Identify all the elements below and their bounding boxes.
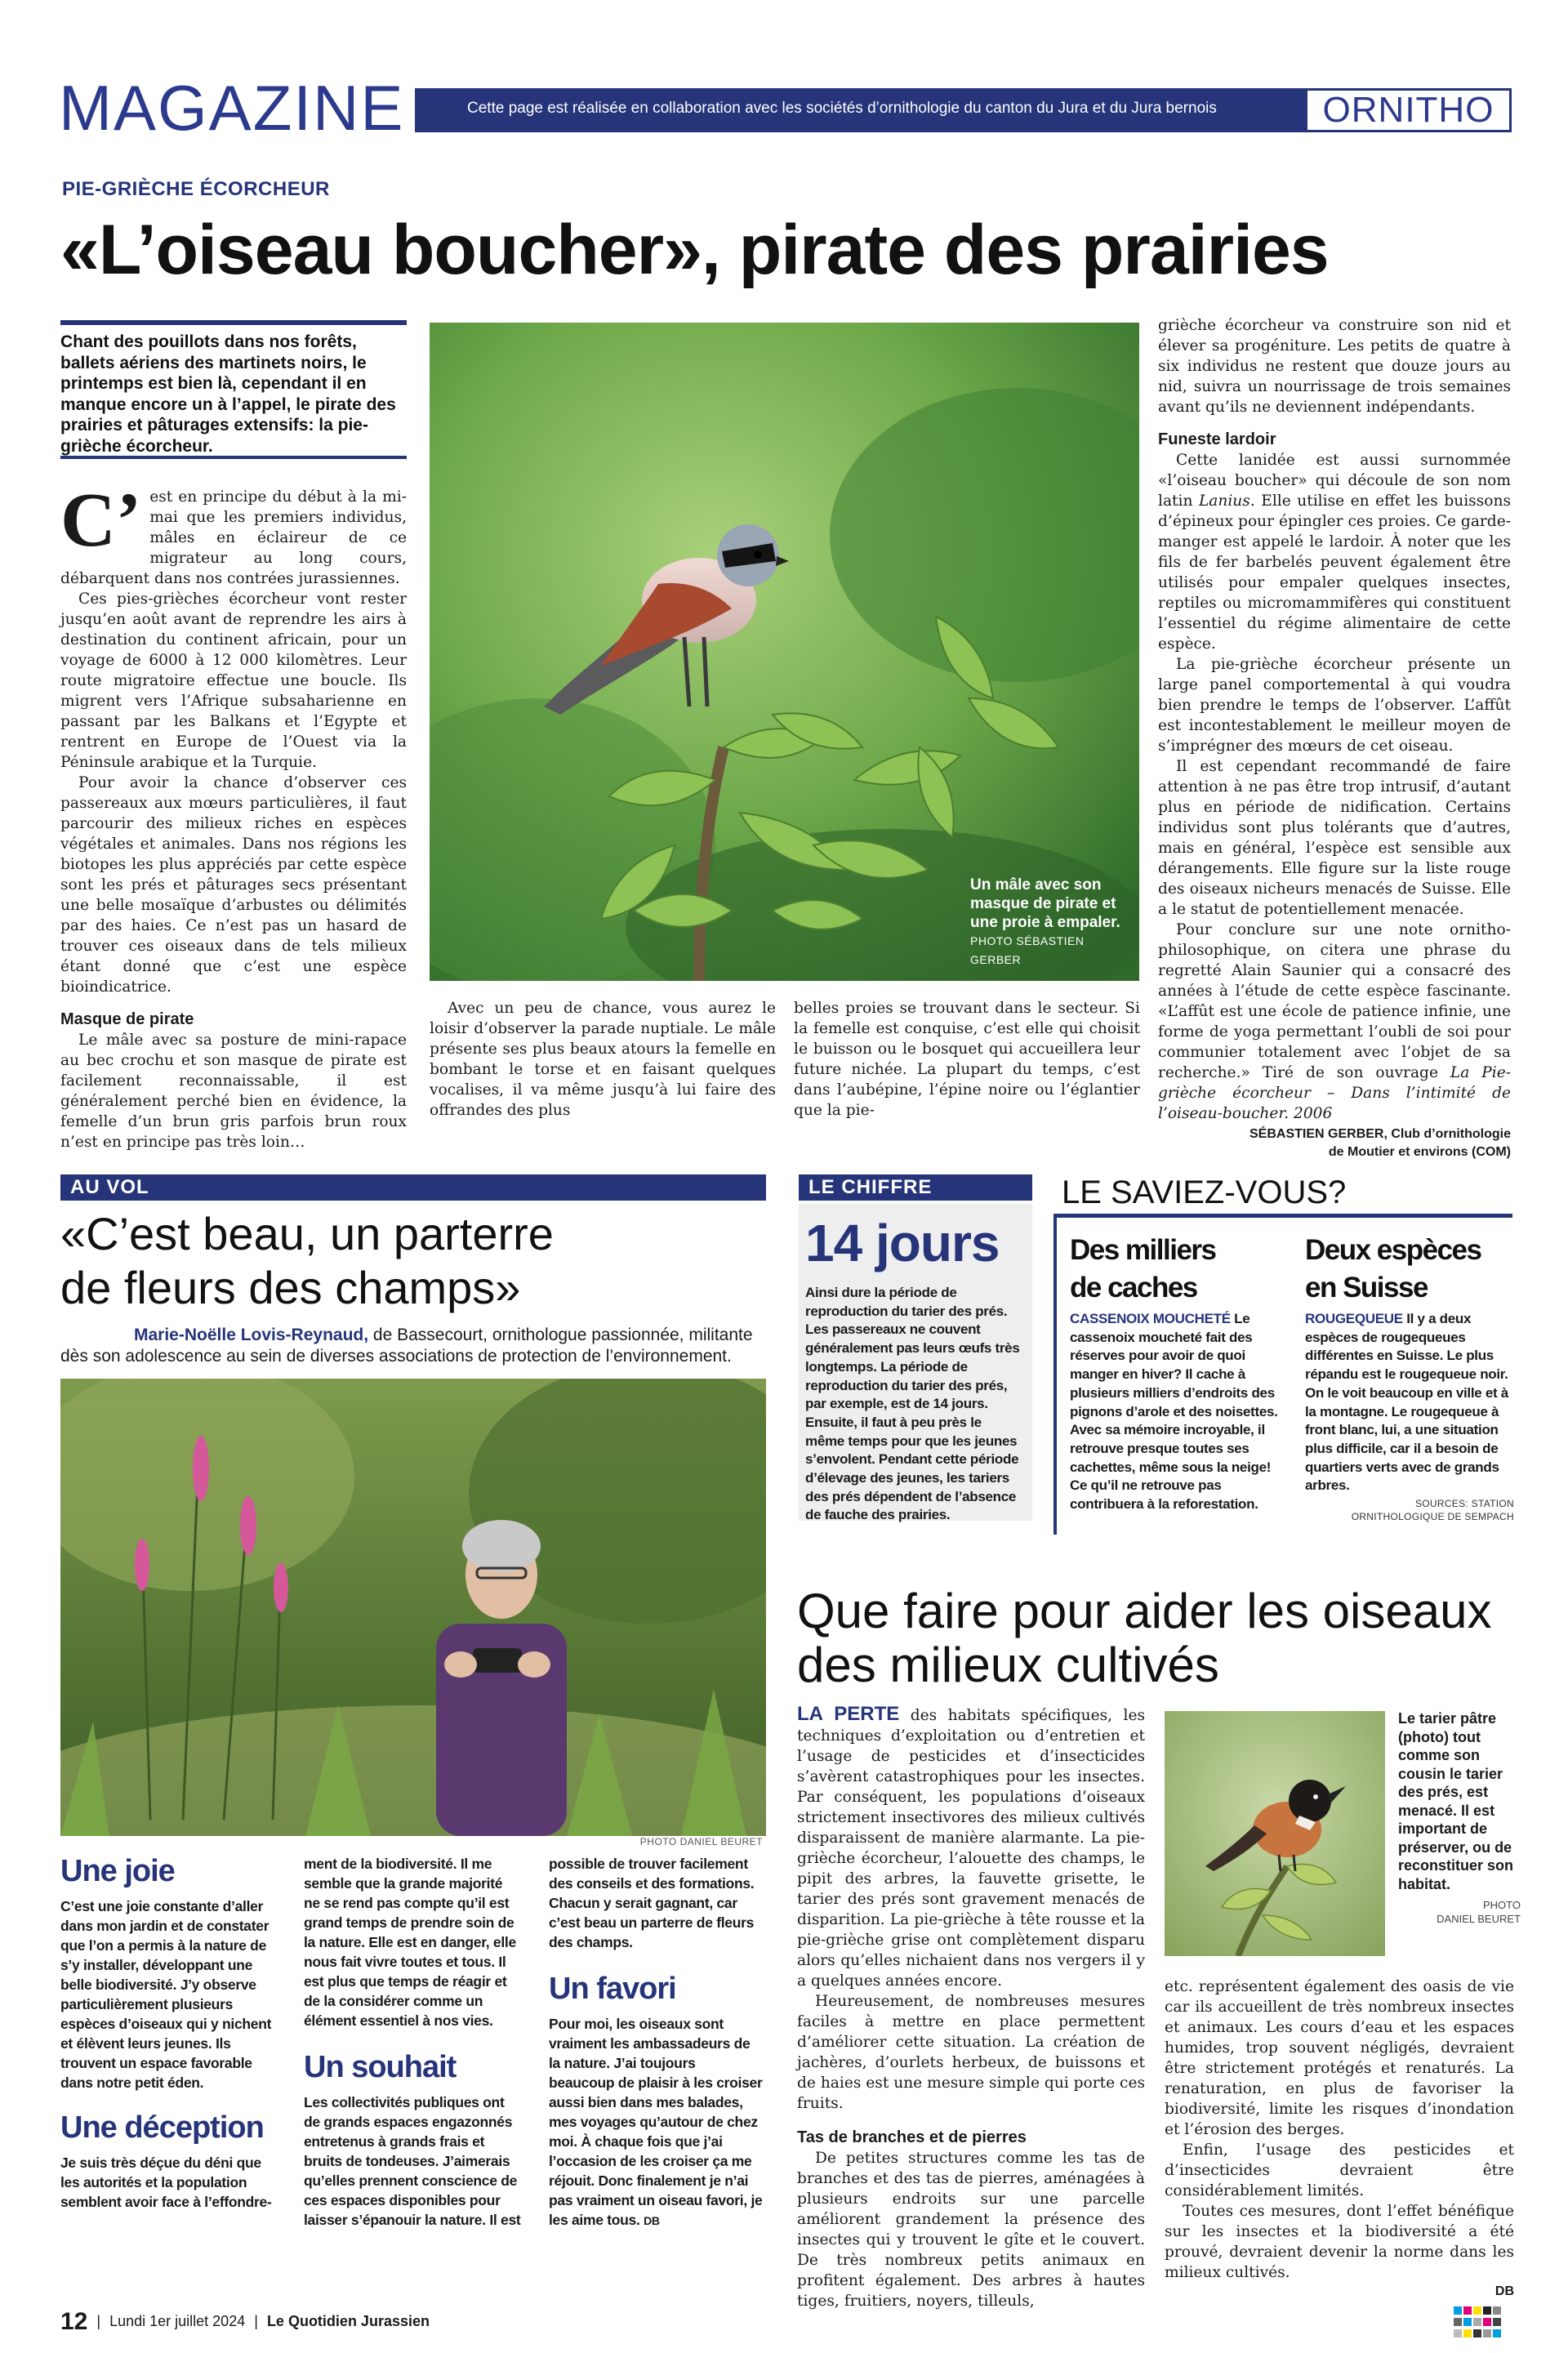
photo-caption	[970, 876, 1134, 969]
article1-para: Cette lanidée est aussi surnommée «l’oiseau boucher» qui découle de son nom latin Lanius. Elle utilise en effet les buissons d’épineux pour épingler ces proies. Ce garde-manger est appelé le lardoir. À noter que les fils de fer barbelés peuvent également être utilisés pour empaler quelques insectes, reptiles ou micromammifères qui constituent l’essentiel du régime alimentaire de cette espèce.	[1158, 452, 1511, 653]
au-vol-headline: «C’est beau, un parterre de fleurs des champs»	[60, 1208, 554, 1313]
photo-caption-text: Un mâle avec son masque de pirate et une proie à empaler.	[970, 876, 1120, 931]
saviez-heading: Des milliers de caches	[1070, 1234, 1216, 1304]
footer-paper: Le Quotidien Jurassien	[266, 2313, 430, 2329]
article1-para: grièche écorcheur va construire son nid et élever sa progéniture. Les petits de quatre à six individus ne restent que douze jours au nid, suivra un nourrissage de trois semaines avant qu’ils ne deviennent indépendants.	[1158, 317, 1511, 416]
section-title: MAGAZINE	[59, 72, 405, 144]
saviez-heading: Deux espèces en Suisse	[1305, 1234, 1481, 1304]
saviez-rule	[1054, 1214, 1512, 1218]
chapo-rule-top	[60, 320, 407, 325]
saviez-text: CASSENOIX MOUCHETÉ Le cassenoix moucheté fait des réserves pour avoir de quoi manger en hiver? Il cache à plusieurs milliers d’endroits des pignons d’arole et des noisettes. Avec sa mémoire incroyable, il retrouve presque toutes ses cachettes, même sous la neige! Ce qu’il ne retrouve pas contribuera à la reforestation.	[1070, 1311, 1278, 1513]
qa-text: C’est une joie constante d’aller dans mon jardin et de constater que l’on a permis à la nature de s’y installer, développant une belle biodiversité. J’y observe particulièrement plusieurs espèces d’oiseaux qui y nichent et élèvent leurs jeunes. Ils trouvent un espace favorable dans notre petit éden.	[60, 1898, 272, 2091]
article1-para: est en principe du début à la mi-mai que les premiers individus, mâles en éclaireur de ce migrateur au long cours, débarquent dans nos contrées jurassiennes.	[60, 488, 407, 587]
qa-heading: Un favori	[549, 1972, 676, 2006]
saviez-title: LE SAVIEZ-VOUS?	[1062, 1174, 1347, 1210]
stonechat-photo	[1165, 1711, 1385, 1956]
article3-para: etc. représentent également des oasis de vie car ils accueillent de très nombreux insectes et animaux. Les cours d’eau et les espaces humides, trop souvent négligés, devraient être strictement protégés et renaturés. La renaturation, en plus de favoriser la biodiversité, limite les risques d’inondation et l’érosion des berges.	[1165, 1978, 1514, 2138]
print-color-bar	[1454, 2306, 1503, 2339]
article1-para: Le mâle avec sa posture de mini-rapace au bec crochu et son masque de pirate est facilement reconnaissable, il est généralement perché bien en évidence, la femelle d’un brun gris parfois brun roux n’est en principe pas très loin…	[60, 1032, 407, 1151]
qa-heading: Une joie	[60, 1854, 175, 1888]
article1-chapo: Chant des pouillots dans nos forêts, ballets aériens des martinets noirs, le printemps est bien là, cependant il en manque encore un à l’appel, le pirate des prairies et pâturages extensifs: la pie-grièche écorcheur.	[60, 332, 396, 456]
qa-text: Je suis très déçue du déni que les autorités et la population semblent avoir face à l’effondre-	[60, 2155, 272, 2210]
article1-subhead: Funeste lardoir	[1158, 430, 1276, 448]
article3-para: Toutes ces mesures, dont l’effet bénéfique sur les insectes et la biodiversité a été prouvé, devraient devenir la norme dans les milieux cultivés.	[1165, 2203, 1514, 2281]
chapo-rule-bottom	[60, 456, 407, 459]
article1-para: Ces pies-grièches écorcheur vont rester jusqu’en août avant de reprendre les airs à destination du continent africain, pour un voyage de 6000 à 12 000 kilomètres. Leur route migratoire effectue une boucle. Ils migrent vers l’Afrique subsaharienne en passant par les Balkans et l’Egypte et rentrent en Europe de l’Ouest via la Péninsule arabique et la Turquie.	[60, 590, 407, 771]
article1-column2	[430, 998, 776, 1121]
article1-para: belles proies se trouvant dans le secteur. Si la femelle est conquise, c’est elle qui choisit le buisson ou le bosquet qui accueillera leur future nichée. La plupart du temps, c’est dans l’aubépine, l’épine noire ou l’églantier que la pie-	[794, 1000, 1140, 1119]
chiffre-text: Ainsi dure la période de reproduction du tarier des prés. Les passereaux ne couvent généralement pas leurs œufs très longtemps. La période de reproduction du tarier des prés, par exemple, est de 14 jours. Ensuite, il faut à peu près le même temps pour que les jeunes s’envolent. Pendant cette période d’élevage des jeunes, les tariers des prés dépendent de l’absence de fauche des prairies.	[805, 1285, 1020, 1523]
article1-column4	[1158, 315, 1511, 1161]
qa-column3	[549, 1854, 764, 2230]
saviez-item-cassenoix	[1070, 1232, 1282, 1514]
page-footer: 12 | Lundi 1er juillet 2024 | Le Quotidien Jurassien	[60, 2308, 430, 2335]
garden-illustration	[60, 1379, 766, 1836]
article3-para: Enfin, l’usage des pesticides et d’insecticides devraient être considérablement limités.	[1165, 2141, 1514, 2199]
chiffre-label: LE CHIFFRE	[799, 1174, 1032, 1201]
saviez-left-rule	[1054, 1218, 1057, 1535]
article3-para: De petites structures comme les tas de branches et des tas de pierres, aménagées à plusieurs endroits sur une parcelle améliorent grandement la présence des insectes qui y trouvent le gîte et le couvert. De très nombreux petits animaux en profitent également. Des arbres à hautes tiges, fruitiers, noyers, tilleuls,	[797, 2150, 1145, 2310]
header-bar-text: Cette page est réalisée en collaboration avec les sociétés d’ornithologie du canton du Jura et du Jura bernois	[467, 100, 1217, 117]
qa-column1	[60, 1852, 276, 2212]
qa-text: ment de la biodiversité. Il me semble que la grande majorité ne se rend pas compte qu’il est grand temps de prendre soin de la nature. Elle est en danger, elle nous fait vivre toutes et tous. Il est plus que temps de réagir et de la considérer comme un élément essentiel à nos vies.	[304, 1856, 516, 2029]
article1-signature: SÉBASTIEN GERBER, Club d’ornithologie de Moutier et environs (COM)	[1250, 1127, 1511, 1159]
article1-para: Il est cependant recommandé de faire attention à ne pas être trop intrusif, d’autant plus en période de nidification. Certains individus sont plus tolérants que d’autres, mais en général, l’espèce est sensible aux dérangements. Elle figure sur la liste rouge des oiseaux nicheurs menacés de Suisse. Elle a le statut de potentiellement menacée.	[1158, 758, 1511, 918]
article3-signature: DB	[1494, 2284, 1514, 2298]
article1-column3	[794, 998, 1140, 1121]
qa-text: Les collectivités publiques ont de grands espaces engazonnés entretenus à grands frais et bruits de tondeuses. J’aimerais qu’elles prennent conscience de ces espaces disponibles pour laisser s’épanouir la nature. Il est	[304, 2094, 521, 2228]
rubric-label: ORNITHO	[1305, 88, 1512, 132]
article1-para: Pour conclure sur une note ornitho-philosophique, on citera une phrase du regretté Alain Saunier qui a consacré des années à l’étude de cette espèce fascinante. «L’affût est une école de patience infinie, une forme de yoga permettant l’oubli de soi pour communier totalement avec l’objet de sa recherche.» Tiré de son ouvrage La Pie-grièche écorcheur – Dans l’intimité de l’oiseau-boucher. 2006	[1158, 921, 1511, 1122]
chiffre-number: 14 jours	[805, 1214, 1000, 1272]
portrait-photo-credit: PHOTO DANIEL BEURET	[639, 1836, 763, 1847]
portrait-photo	[60, 1379, 766, 1836]
article1-para: Pour avoir la chance d’observer ces passereaux aux mœurs particulières, il faut parcourir des milieux riches en espèces végétales et animales. Dans nos régions les biotopes les plus appréciés par cette espèce sont les prés et pâturages secs présentant une belle mosaïque d’arbustes ou délimités par des haies. Ce n’est pas un hasard de trouver ces oiseaux dans de tels milieux étant donné que c’est une espèce bioindicatrice.	[60, 774, 407, 996]
saviez-item-rougequeue	[1305, 1232, 1514, 1523]
article3-column1	[797, 1704, 1145, 2311]
saviez-source: SOURCES: STATION ORNITHOLOGIQUE DE SEMPACH	[1351, 1498, 1514, 1523]
stonechat-caption: Le tarier pâtre (photo) tout comme son cousin le tarier des prés, est menacé. Il est important de préserver, ou de reconstituer son habitat. PHOTO DANIEL BEURET	[1398, 1710, 1521, 1925]
page-number: 12	[60, 2308, 88, 2335]
saviez-text: ROUGEQUEUE Il y a deux espèces de rougequeues différentes en Suisse. Le plus répandu est le rougequeue noir. On le voit beaucoup en ville et à la montagne. Le rougequeue à front blanc, lui, a une situation plus difficile, car il a besoin de quartiers verts avec de grands arbres.	[1305, 1311, 1508, 1494]
article1-column1	[60, 478, 407, 1152]
qa-text: possible de trouver facilement des conseils et des formations. Chacun y serait gagnant, car c’est beau un parterre de fleurs des champs.	[549, 1856, 755, 1950]
au-vol-label: AU VOL	[60, 1174, 766, 1201]
article3-headline: Que faire pour aider les oiseaux des milieux cultivés	[797, 1584, 1492, 1692]
article3-para: Heureusement, de nombreuses mesures faciles à mettre en place permettent d’améliorer cette situation. La création de jachères, d’ourlets herbeux, de buissons et de haies est une mesure simple qui porte ces fruits.	[797, 1993, 1145, 2112]
photo-credit: PHOTO SÉBASTIEN GERBER	[970, 934, 1085, 966]
article3-subhead: Tas de branches et de pierres	[797, 2128, 1027, 2146]
au-vol-intro: Marie-Noëlle Lovis-Reynaud, de Bassecourt, ornithologue passionnée, militante dès son adolescence au sein de diverses associations de protection de l’environnement.	[60, 1326, 753, 1366]
color-bar-icon	[1454, 2306, 1503, 2339]
dropcap: C’	[60, 478, 142, 563]
qa-column2	[304, 1854, 521, 2230]
article1-para: La pie-grièche écorcheur présente un large panel comportemental à qui voudra bien prendre le temps de l’observer. L’affût est incontestablement le meilleur moyen de s’imprégner des mœurs de cet oiseau.	[1158, 656, 1511, 755]
article1-headline: «L’oiseau boucher», pirate des prairies	[60, 211, 1329, 289]
article1-subhead: Masque de pirate	[60, 1010, 194, 1028]
qa-heading: Une déception	[60, 2110, 264, 2145]
qa-text: Pour moi, les oiseaux sont vraiment les ambassadeurs de la nature. J’ai toujours beaucoup de plaisir à les croiser aussi bien dans mes balades, mes voyages qu’autour de chez moi. À chaque fois que j’ai l’occasion de les croiser ça me réjouit. Donc finalement je n’ai pas vraiment un oiseau favori, je les aime tous. DB	[549, 2016, 763, 2228]
footer-date: Lundi 1er juillet 2024	[109, 2313, 246, 2329]
qa-heading: Un souhait	[304, 2050, 457, 2084]
article1-kicker: PIE-GRIÈCHE ÉCORCHEUR	[62, 178, 330, 200]
article3-column2	[1165, 1976, 1514, 2301]
article3-para: LA PERTE des habitats spécifiques, les techniques d’exploitation ou d’entretien et l’usage de pesticides et d’insecticides s’avèrent catastrophiques pour les insectes. Par conséquent, les populations d’oiseaux strictement insectivores des milieux cultivés disparaissent de manière alarmante. La pie-grièche écorcheur, l’alouette des champs, le pipit des arbres, la fauvette grisette, le tarier des prés sont gravement menacés de disparition. La pie-grièche à tête rousse et la pie-grièche grise ont complètement disparu alors qu’elles nichaient dans nos vergers il y a quelques années encore.	[797, 1703, 1145, 1990]
stonechat-illustration	[1165, 1711, 1385, 1956]
article1-para: Avec un peu de chance, vous aurez le loisir d’observer la parade nuptiale. Le mâle présente ses plus beaux atours la femelle en bombant le torse et en faisant quelques vocalises, il va même jusqu’à lui faire des offrandes des plus	[430, 1000, 776, 1119]
